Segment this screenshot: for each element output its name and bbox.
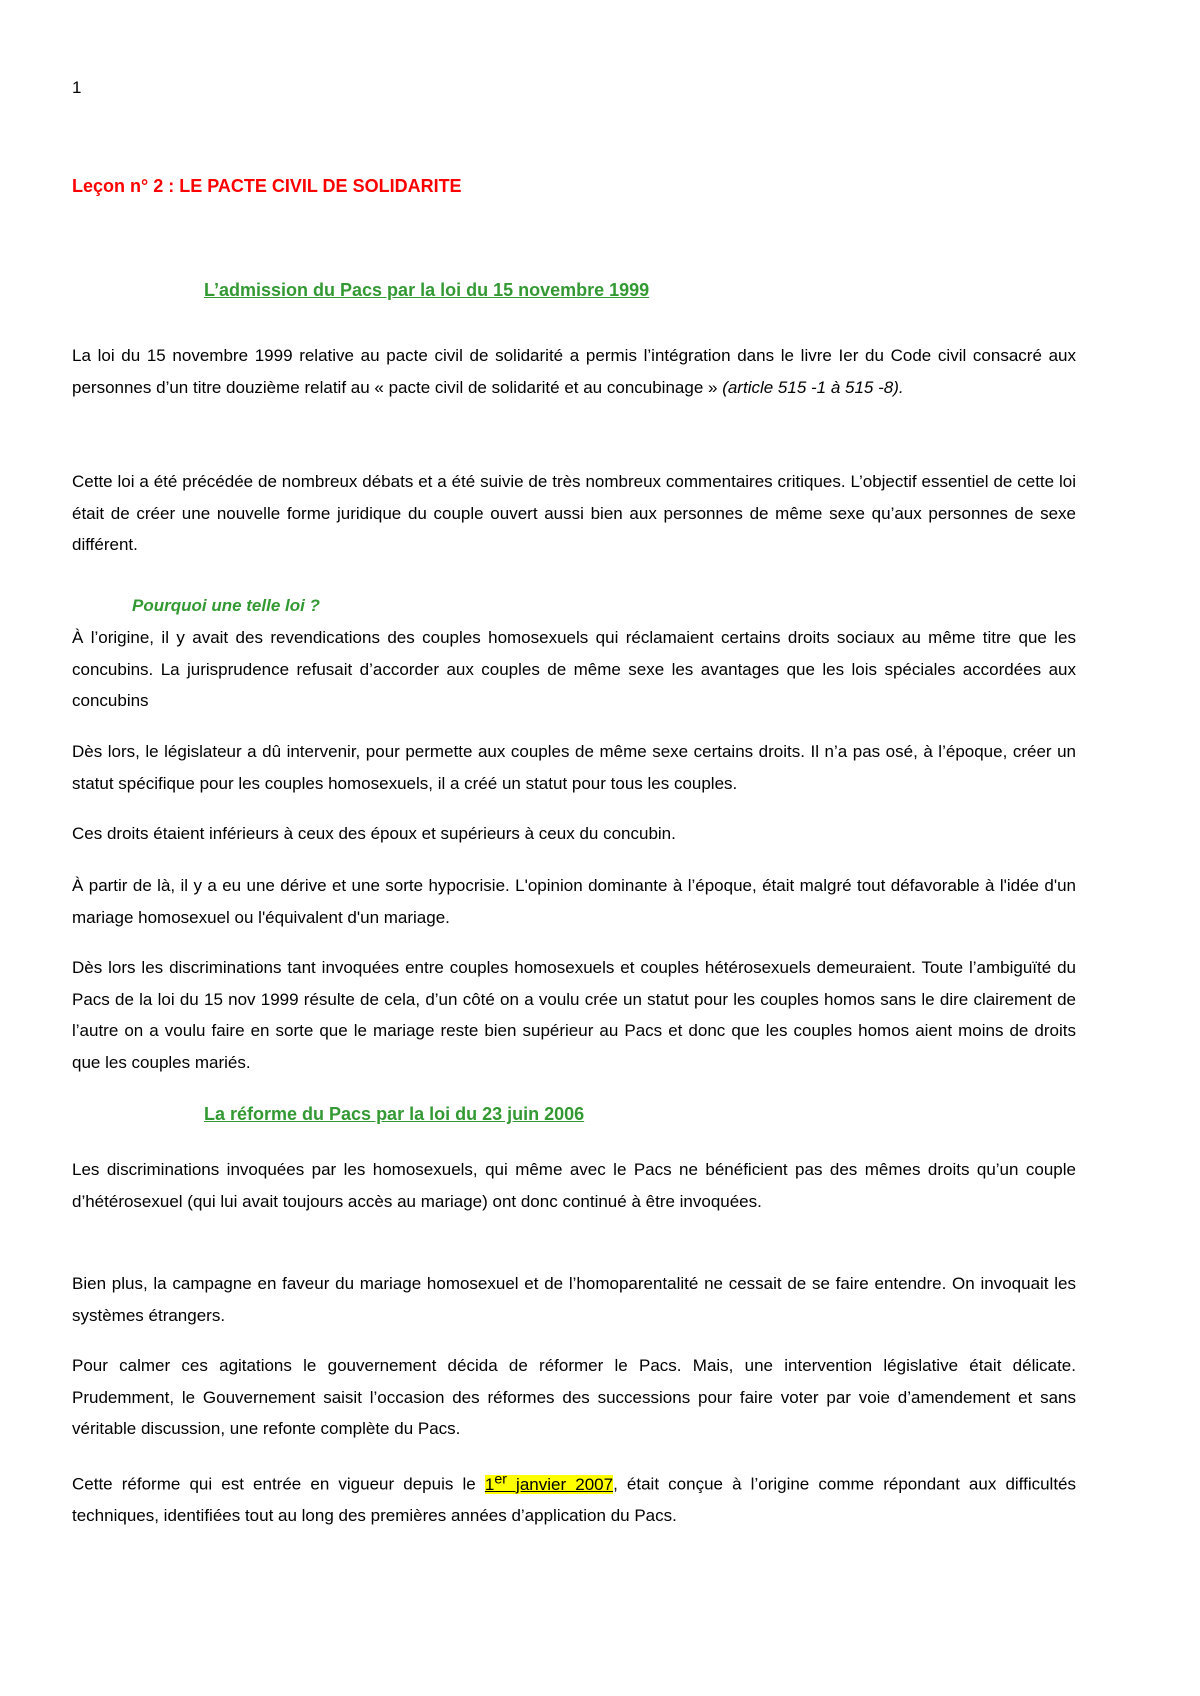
paragraph-legislator: Dès lors, le législateur a dû intervenir, pour permette aux couples de même sexe certains droits. Il n’a pas osé, à l’époque, créer un statut spécifique pour les couples homosexuels, il a créé un statut pour tous les couples. [72, 742, 1076, 793]
lesson-title: Leçon n° 2 : LE PACTE CIVIL DE SOLIDARITE [72, 176, 462, 196]
page-number: 1 [72, 78, 82, 97]
paragraph-text: La loi du 15 novembre 1999 relative au pacte civil de solidarité a permis l’intégration dans le livre Ier du Code civil consacré aux personnes d’un titre douzième relatif au « pacte civil de solidarité et au concubinage » [72, 346, 1076, 397]
paragraph-text: , était conçue à l’origine comme répondant aux difficultés techniques, identifiées tout au long des premières années d’application du Pacs. [72, 1474, 1077, 1526]
paragraph-origin: À l’origine, il y avait des revendications des couples homosexuels qui réclamaient certains droits sociaux au même titre que les concubins. La jurisprudence refusait d’accorder aux couples de même sexe les avantages que les lois spéciales accordées aux concubins [72, 628, 1076, 710]
paragraph-reform-discriminations: Les discriminations invoquées par les homosexuels, qui même avec le Pacs ne bénéficient pas des mêmes droits qu’un couple d’hétérosexuel (qui lui avait toujours accès au mariage) ont donc continué à être invoquées. [72, 1160, 1076, 1211]
paragraph-text: Cette réforme qui est entrée en vigueur depuis le [72, 1474, 485, 1494]
paragraph-campaign: Bien plus, la campagne en faveur du mariage homosexuel et de l’homoparentalité ne cessait de se faire entendre. On invoquait les systèmes étrangers. [72, 1274, 1076, 1325]
paragraph-debates: Cette loi a été précédée de nombreux débats et a été suivie de très nombreux commentaires critiques. L’objectif essentiel de cette loi était de créer une nouvelle forme juridique du couple ouvert aussi bien aux personnes de même sexe qu’aux personnes de sexe différent. [72, 472, 1076, 554]
paragraph-discriminations: Dès lors les discriminations tant invoquées entre couples homosexuels et couples hétérosexuels demeuraient. Toute l’ambiguïté du Pacs de la loi du 15 nov 1999 résulte de cela, d’un côté on a voulu crée un statut pour les couples homos sans le dire clairement de l’autre on a voulu faire en sorte que le mariage reste bien supérieur au Pacs et donc que les couples homos aient moins de droits que les couples mariés. [72, 958, 1076, 1072]
date-day: 1 [484, 1474, 495, 1494]
section-heading-admission: L’admission du Pacs par la loi du 15 novembre 1999 [204, 280, 650, 300]
section-heading-reform: La réforme du Pacs par la loi du 23 juin 2006 [204, 1104, 585, 1124]
date-ordinal: er [494, 1471, 507, 1487]
paragraph-effective-date [72, 1464, 1076, 1532]
date-rest: janvier 2007 [506, 1474, 614, 1494]
subheading-why: Pourquoi une telle loi ? [132, 596, 320, 615]
paragraph-government: Pour calmer ces agitations le gouvernement décida de réformer le Pacs. Mais, une intervention législative était délicate. Prudemment, le Gouvernement saisit l’occasion des réformes des successions pour faire voter par voie d’amendement et sans véritable discussion, une refonte complète du Pacs. [72, 1356, 1076, 1438]
paragraph-drift: À partir de là, il y a eu une dérive et une sorte hypocrisie. L'opinion dominante à l’époque, était malgré tout défavorable à l'idée d'un mariage homosexuel ou l'équivalent d'un mariage. [72, 876, 1076, 927]
article-reference: (article 515 -1 à 515 -8). [722, 377, 904, 397]
paragraph-rights: Ces droits étaient inférieurs à ceux des époux et supérieurs à ceux du concubin. [72, 824, 676, 843]
paragraph-admission-intro [72, 340, 1076, 403]
highlighted-date [484, 1471, 614, 1494]
